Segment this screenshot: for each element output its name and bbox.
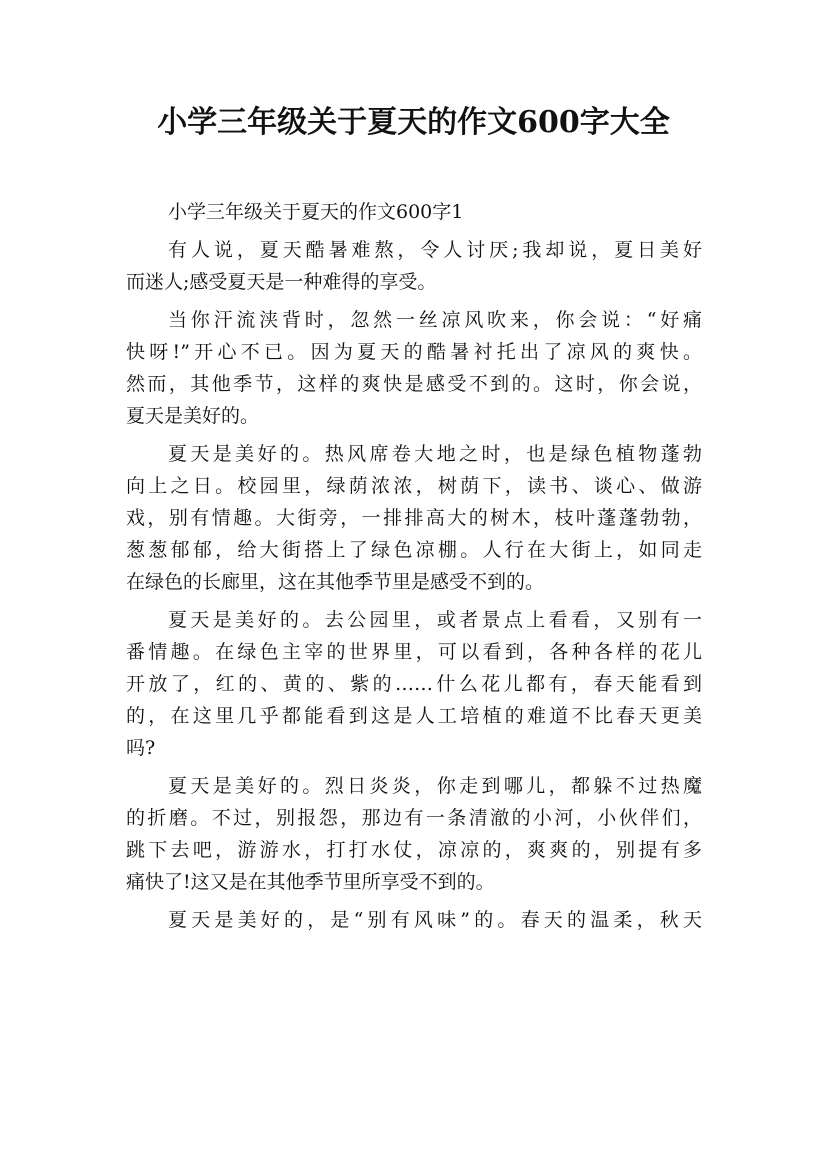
- paragraph-line: 跳下去吧，游游水，打打水仗，凉凉的，爽爽的，别提有多: [126, 839, 702, 861]
- paragraph-4: [126, 604, 702, 764]
- paragraph-line: 痛快了!这又是在其他季节里所享受不到的。: [126, 871, 495, 893]
- paragraph-line: 夏天是美好的。烈日炎炎，你走到哪儿，都躲不过热魔: [168, 775, 702, 797]
- paragraph-line: 夏天是美好的，是“别有风味”的。春天的温柔，秋天: [168, 909, 702, 931]
- paragraph-line: 番情趣。在绿色主宰的世界里，可以看到，各种各样的花儿: [126, 641, 702, 663]
- paragraph-line: 有人说，夏天酷暑难熬，令人讨厌;我却说，夏日美好: [168, 239, 702, 261]
- paragraph-line: 当你汗流浃背时，忽然一丝凉风吹来，你会说：“好痛: [168, 309, 702, 331]
- paragraph-line: 夏天是美好的。去公园里，或者景点上看看，又别有一: [168, 609, 702, 631]
- essay-body: [126, 196, 702, 942]
- paragraph-line: 吗?: [126, 737, 156, 759]
- paragraph-line: 的，在这里几乎都能看到这是人工培植的难道不比春天更美: [126, 705, 702, 727]
- paragraph-line: 戏，别有情趣。大街旁，一排排高大的树木，枝叶蓬蓬勃勃，: [126, 507, 702, 529]
- paragraph-6: [126, 904, 702, 936]
- paragraph-line: 然而，其他季节，这样的爽快是感受不到的。这时，你会说，: [126, 373, 702, 395]
- paragraph-line: 开放了，红的、黄的、紫的……什么花儿都有，春天能看到: [126, 673, 702, 695]
- paragraph-line: 快呀!”开心不已。因为夏天的酷暑衬托出了凉风的爽快。: [126, 341, 702, 363]
- paragraph-line: 向上之日。校园里，绿荫浓浓，树荫下，读书、谈心、做游: [126, 475, 702, 497]
- paragraph-line: 在绿色的长廊里，这在其他季节里是感受不到的。: [126, 571, 545, 593]
- paragraph-1: [126, 234, 702, 298]
- paragraph-3: [126, 438, 702, 598]
- paragraph-line: 的折磨。不过，别报怨，那边有一条清澈的小河，小伙伴们，: [126, 807, 702, 829]
- paragraph-line: 而迷人;感受夏天是一种难得的享受。: [126, 271, 437, 293]
- essay-subtitle: 小学三年级关于夏天的作文600字1: [168, 201, 464, 223]
- paragraph-5: [126, 770, 702, 898]
- paragraph-2: [126, 304, 702, 432]
- paragraph-line: 夏天是美好的。热风席卷大地之时，也是绿色植物蓬勃: [168, 443, 702, 465]
- document-title: 小学三年级关于夏天的作文600字大全: [157, 105, 670, 140]
- paragraph-line: 葱葱郁郁，给大街搭上了绿色凉棚。人行在大街上，如同走: [126, 539, 702, 561]
- paragraph-line: 夏天是美好的。: [126, 405, 260, 427]
